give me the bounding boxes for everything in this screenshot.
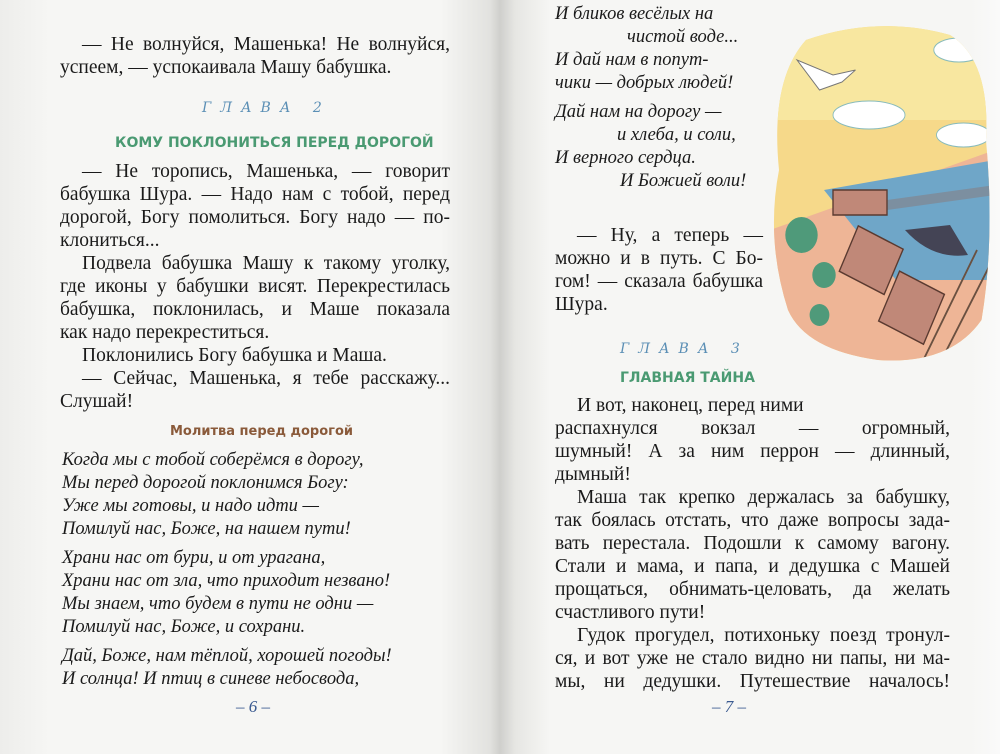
poem-line: Дай, Боже, нам тёплой, хорошей погоды! — [62, 646, 392, 666]
chapter-label: ГЛАВА 3 — [620, 341, 749, 357]
poem-line: Помилуй нас, Боже, на нашем пути! — [62, 519, 351, 539]
text-line: бабушка Шура. — Надо нам с тобой, перед — [60, 184, 450, 205]
text-line: И вот, наконец, перед ними — [577, 395, 804, 416]
text-line: шумный! А за ним перрон — длинный, — [555, 441, 950, 462]
text-line: так боялась отстать, что даже вопросы зада- — [555, 510, 950, 531]
chapter-body — [60, 160, 450, 413]
text-line: Подвела бабушка Машу к такому уголку, — [82, 253, 450, 274]
cloud — [937, 123, 991, 147]
intro-paragraph — [60, 33, 450, 79]
text-line: — Не волнуйся, Машенька! Не волнуйся, — [82, 34, 450, 55]
poem-line: Мы перед дорогой поклонимся Богу: — [62, 473, 349, 493]
text-line: бабушка, поклонилась, и Маше показала — [60, 299, 450, 320]
poem-line: Когда мы с тобой соберёмся в дорогу, — [62, 450, 364, 470]
text-line: дымный! — [555, 464, 631, 485]
text-line: гом! — сказала бабушка — [555, 271, 763, 292]
text-line: вать перестала. Подошли к самому вагону. — [555, 533, 950, 554]
poem-line: и хлеба, и соли, — [617, 125, 736, 145]
poem-line: Уже мы готовы, и надо идти — — [62, 496, 320, 516]
text-line: ся, и вот уже не стало видно ни папы, ни ма- — [555, 648, 950, 669]
poem-line: Храни нас от бури, и от урагана, — [62, 548, 326, 568]
text-line: клониться... — [60, 230, 160, 251]
text-line: мы, ни дедушки. Путешествие началось! — [555, 671, 950, 692]
tree — [785, 217, 817, 253]
poem-line: Мы знаем, что будем в пути не одни — — [62, 594, 374, 614]
text-line: Шура. — [555, 294, 608, 315]
page-number: – 6 – — [236, 697, 270, 716]
poem-line: Храни нас от зла, что приходит незвано! — [62, 571, 391, 591]
train-illustration — [770, 20, 995, 370]
closing-paragraph — [555, 224, 763, 316]
poem-line: Дай нам на дорогу — — [555, 102, 722, 122]
cloud — [934, 38, 984, 62]
text-line: Гудок прогудел, потихоньку поезд тронул- — [577, 625, 950, 646]
chapter-title: ГЛАВНАЯ ТАЙНА — [620, 370, 755, 386]
poem-line: чики — добрых людей! — [555, 73, 734, 93]
poem-line: И дай нам в попут- — [555, 50, 709, 70]
poem-line: И Божией воли! — [620, 171, 747, 191]
poem-line: Помилуй нас, Боже, и сохрани. — [62, 617, 306, 637]
poem-line: И бликов весёлых на — [555, 4, 714, 24]
page-number: – 7 – — [712, 697, 746, 716]
text-line: — Сейчас, Машенька, я тебе расскажу... — [82, 368, 450, 389]
text-line: распахнулся вокзал — огромный, — [555, 418, 950, 439]
text-line: как надо перекреститься. — [60, 322, 270, 343]
text-line: где иконы у бабушки висят. Перекрестилась — [60, 276, 450, 297]
text-line: Стали и мама, и папа, и дедушка с Машей — [555, 556, 950, 577]
text-line: дорогой, Богу помолиться. Богу надо — по- — [60, 207, 450, 228]
poem-line: И верного сердца. — [555, 148, 696, 168]
tree — [812, 262, 835, 288]
tree — [810, 304, 830, 326]
text-line: Поклонились Богу бабушка и Маша. — [82, 345, 387, 366]
prayer-poem — [62, 449, 452, 691]
chapter-body — [555, 394, 950, 693]
text-line: — Не торопись, Машенька, — говорит — [82, 161, 450, 182]
prayer-title: Молитва перед дорогой — [170, 424, 354, 439]
prayer-poem-continued — [555, 3, 765, 193]
text-line: Маша так крепко держалась за бабушку, — [577, 487, 950, 508]
text-line: можно и в путь. С Бо- — [555, 248, 763, 269]
poem-line: чистой воде... — [627, 27, 739, 47]
text-line: счастливого пути! — [555, 602, 706, 623]
poem-line: И солнца! И птиц в синеве небосвода, — [62, 669, 360, 689]
text-line: Слушай! — [60, 391, 134, 412]
cloud — [833, 101, 905, 129]
text-line: — Ну, а теперь — — [577, 225, 763, 246]
text-line: прощаться, обнимать-целовать, да желать — [555, 579, 950, 600]
chapter-label: ГЛАВА 2 — [202, 100, 331, 116]
chapter-title: КОМУ ПОКЛОНИТЬСЯ ПЕРЕД ДОРОГОЙ — [115, 135, 434, 151]
text-line: успеем, — успокаивала Машу бабушка. — [60, 57, 392, 78]
